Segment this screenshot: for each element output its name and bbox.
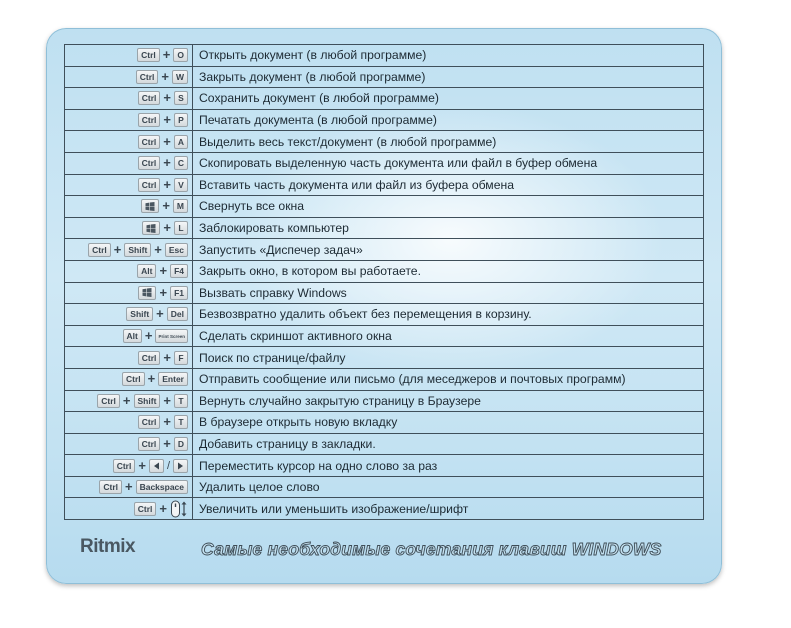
key-cap: W	[172, 70, 188, 84]
shortcut-description: Открыть документ (в любой программе)	[199, 48, 427, 63]
plus-sign: +	[122, 392, 131, 408]
key-cap: D	[174, 437, 188, 451]
key-combo	[65, 391, 193, 412]
key-cap: F1	[170, 286, 188, 300]
key-combo	[65, 347, 193, 368]
key-combo	[65, 218, 193, 239]
plus-sign: +	[163, 133, 171, 149]
key-cap: Shift	[134, 394, 161, 408]
shortcut-description: Сделать скриншот активного окна	[199, 329, 392, 344]
key-combo	[65, 498, 193, 519]
plus-sign: +	[138, 457, 146, 473]
key-cap: Ctrl	[138, 415, 161, 429]
shortcut-row	[64, 261, 704, 283]
plus-sign: +	[163, 90, 171, 106]
plus-sign: +	[163, 414, 171, 430]
shortcut-description: Закрыть документ (в любой программе)	[199, 69, 426, 84]
plus-sign: +	[161, 68, 169, 84]
arrow-left-icon	[149, 459, 164, 473]
key-cap: Print Screen	[155, 329, 188, 343]
shortcut-row	[64, 218, 704, 240]
plus-sign: +	[163, 155, 171, 171]
shortcut-description: Вернуть случайно закрытую страницу в Браузере	[199, 393, 481, 408]
arrow-right-icon	[173, 459, 188, 473]
plus-sign: +	[163, 176, 171, 192]
shortcut-row	[64, 196, 704, 218]
key-cap: Esc	[165, 243, 188, 257]
shortcut-description: Добавить страницу в закладки.	[199, 436, 376, 451]
shortcut-row	[64, 131, 704, 153]
key-cap: C	[174, 156, 188, 170]
shortcut-description: Скопировать выделенную часть документа или файл в буфер обмена	[199, 156, 598, 171]
shortcut-description: Вызвать справку Windows	[199, 285, 347, 300]
key-combo	[65, 153, 193, 174]
shortcut-description: Свернуть все окна	[199, 199, 305, 214]
key-combo	[65, 239, 193, 260]
footer-title: Самые необходимые сочетания клавиш WINDOWS	[201, 539, 662, 559]
key-combo	[65, 304, 193, 325]
shortcut-row	[64, 175, 704, 197]
plus-sign: +	[163, 112, 171, 128]
shortcut-description: Выделить весь текст/документ (в любой программе)	[199, 134, 497, 149]
key-cap: T	[174, 394, 188, 408]
key-cap: Ctrl	[99, 480, 122, 494]
plus-sign: +	[124, 479, 133, 495]
key-cap: F	[174, 351, 188, 365]
key-combo	[65, 477, 193, 498]
key-cap: Ctrl	[113, 459, 136, 473]
key-combo	[65, 369, 193, 390]
key-cap: Ctrl	[88, 243, 111, 257]
key-combo	[65, 110, 193, 131]
key-combo	[65, 45, 193, 66]
plus-sign: +	[163, 435, 171, 451]
shortcut-row	[64, 110, 704, 132]
key-cap: M	[173, 199, 188, 213]
key-cap: Ctrl	[138, 91, 161, 105]
key-combo	[65, 131, 193, 152]
mouse-pad	[46, 28, 722, 584]
key-combo	[65, 283, 193, 304]
shortcut-row	[64, 434, 704, 456]
shortcut-row	[64, 153, 704, 175]
key-cap: Ctrl	[138, 351, 161, 365]
shortcut-row	[64, 477, 704, 499]
shortcut-row	[64, 45, 704, 67]
shortcut-description: Заблокировать компьютер	[199, 221, 349, 236]
shortcut-row	[64, 412, 704, 434]
shortcut-row	[64, 239, 704, 261]
key-combo	[65, 261, 193, 282]
plus-sign: +	[163, 220, 171, 236]
key-cap: P	[174, 113, 188, 127]
slash-sign: /	[166, 459, 170, 472]
plus-sign: +	[162, 47, 171, 63]
shortcut-description: Сохранить документ (в любой программе)	[199, 91, 439, 106]
shortcut-row	[64, 326, 704, 348]
shortcut-row	[64, 455, 704, 477]
windows-logo-icon	[141, 199, 159, 213]
key-combo	[65, 67, 193, 88]
mouse-wheel-icon	[170, 500, 188, 518]
shortcut-row	[64, 498, 704, 520]
shortcut-description: Запустить «Диспечер задач»	[199, 242, 363, 257]
plus-sign: +	[154, 241, 162, 257]
key-cap: Ctrl	[122, 372, 145, 386]
key-cap: F4	[170, 264, 188, 278]
key-cap: Alt	[123, 329, 142, 343]
key-cap: Ctrl	[138, 113, 161, 127]
shortcut-description: В браузере открыть новую вкладку	[199, 415, 398, 430]
shortcut-row	[64, 67, 704, 89]
key-cap: Ctrl	[138, 156, 161, 170]
key-cap: Ctrl	[134, 502, 157, 516]
plus-sign: +	[163, 392, 171, 408]
plus-sign: +	[159, 500, 167, 516]
plus-sign: +	[162, 198, 170, 214]
shortcut-table	[64, 44, 704, 520]
key-cap: Ctrl	[136, 70, 159, 84]
key-cap: V	[174, 178, 188, 192]
key-cap: Ctrl	[138, 437, 161, 451]
key-cap: Ctrl	[138, 135, 161, 149]
key-cap: Shift	[126, 307, 153, 321]
plus-sign: +	[163, 349, 171, 365]
plus-sign: +	[147, 371, 156, 387]
key-combo	[65, 412, 193, 433]
key-cap: Ctrl	[138, 178, 161, 192]
key-cap: Alt	[137, 264, 156, 278]
windows-logo-icon	[138, 286, 156, 300]
plus-sign: +	[113, 241, 122, 257]
shortcut-row	[64, 88, 704, 110]
key-cap: Backspace	[136, 480, 188, 494]
key-cap: Del	[167, 307, 188, 321]
key-cap: T	[174, 415, 188, 429]
shortcut-row	[64, 283, 704, 305]
key-combo	[65, 455, 193, 476]
key-cap: Ctrl	[137, 48, 160, 62]
key-cap: L	[174, 221, 188, 235]
key-cap: S	[174, 91, 188, 105]
shortcut-description: Переместить курсор на одно слово за раз	[199, 458, 438, 473]
plus-sign: +	[156, 306, 164, 322]
windows-logo-icon	[142, 221, 160, 235]
shortcut-description: Удалить целое слово	[199, 480, 320, 495]
key-combo	[65, 434, 193, 455]
shortcut-description: Безвозвратно удалить объект без перемещения в корзину.	[199, 307, 532, 322]
shortcut-description: Отправить сообщение или письмо (для меседжеров и почтовых программ)	[199, 372, 626, 387]
shortcut-description: Увеличить или уменьшить изображение/шрифт	[199, 501, 469, 516]
brand-logo: Ritmix	[80, 536, 136, 557]
shortcut-row	[64, 369, 704, 391]
key-cap: A	[174, 135, 188, 149]
shortcut-description: Поиск по странице/файлу	[199, 350, 346, 365]
shortcut-description: Печатать документа (в любой программе)	[199, 113, 437, 128]
key-combo	[65, 326, 193, 347]
plus-sign: +	[159, 263, 168, 279]
key-cap: Enter	[158, 372, 188, 386]
plus-sign: +	[144, 328, 153, 344]
key-combo	[65, 175, 193, 196]
key-cap: O	[173, 48, 188, 62]
plus-sign: +	[159, 284, 168, 300]
shortcut-row	[64, 391, 704, 413]
shortcut-row	[64, 304, 704, 326]
key-cap: Ctrl	[97, 394, 120, 408]
key-combo	[65, 88, 193, 109]
shortcut-row	[64, 347, 704, 369]
shortcut-description: Закрыть окно, в котором вы работаете.	[199, 264, 421, 279]
key-combo	[65, 196, 193, 217]
key-cap: Shift	[124, 243, 151, 257]
shortcut-description: Вставить часть документа или файл из буфера обмена	[199, 177, 514, 192]
